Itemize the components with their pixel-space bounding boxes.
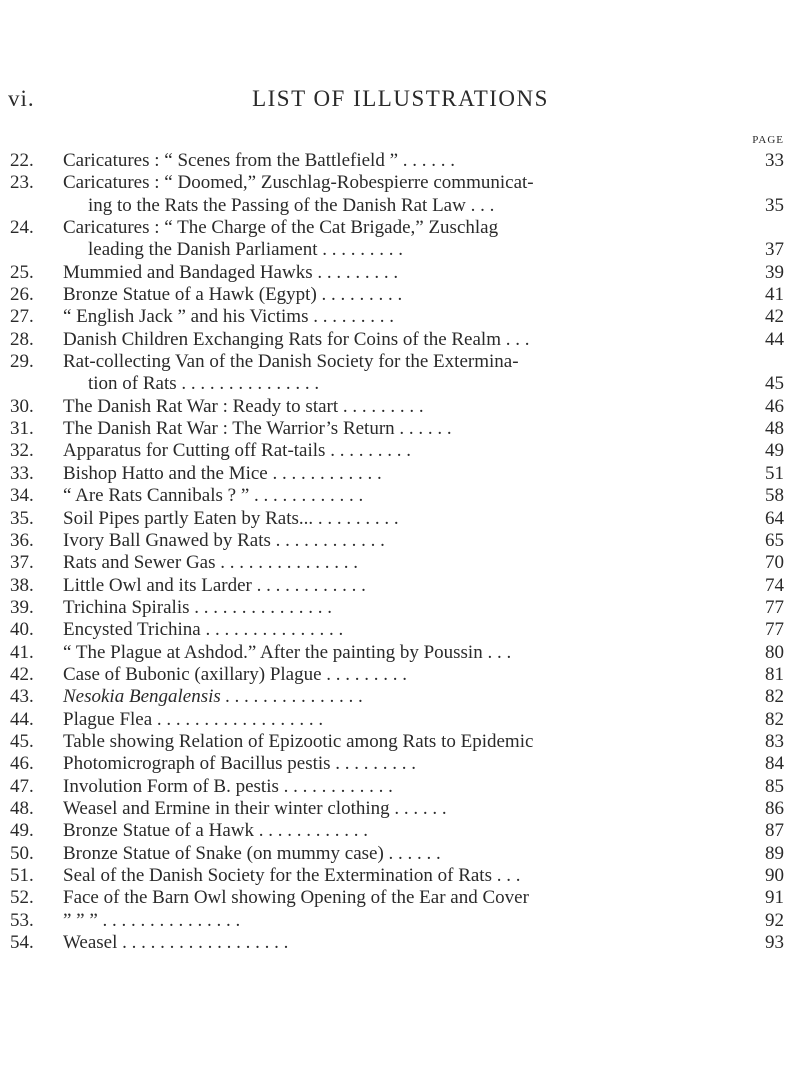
- entry-title: ” ” ” . . . . . . . . . . . . . . .: [63, 909, 241, 931]
- entry-page: 83: [765, 730, 784, 752]
- entry-title: Bronze Statue of a Hawk . . . . . . . . . . . .: [63, 820, 368, 842]
- entry-number: 28.: [10, 328, 34, 350]
- entry-title: Weasel and Ermine in their winter clothing . . . . . .: [63, 797, 447, 819]
- entry-title: Involution Form of B. pestis . . . . . . . . . . . .: [63, 775, 393, 797]
- entry-title: Ivory Ball Gnawed by Rats . . . . . . . . . . . .: [63, 529, 385, 551]
- entry-number: 42.: [10, 663, 34, 685]
- list-item: [0, 910, 801, 932]
- entry-number: 49.: [10, 820, 34, 842]
- entry-number: 43.: [10, 686, 34, 708]
- entry-number: 22.: [10, 150, 34, 171]
- page-number: vi.: [8, 86, 35, 111]
- list-item: [0, 776, 801, 798]
- entry-number: 53.: [10, 909, 34, 931]
- entry-page: 87: [765, 820, 784, 842]
- entry-page: 74: [765, 574, 784, 596]
- entry-number: 35.: [10, 507, 34, 529]
- entry-page: 46: [765, 395, 784, 417]
- list-item: [0, 262, 801, 284]
- entry-title: Caricatures : “ Doomed,” Zuschlag-Robespierre communicat-: [63, 172, 534, 194]
- entry-number: 39.: [10, 596, 34, 618]
- list-item: [0, 396, 801, 418]
- list-item: [0, 843, 801, 865]
- entry-title: The Danish Rat War : Ready to start . . . . . . . . .: [63, 395, 424, 417]
- list-item: [0, 306, 801, 328]
- list-item: [0, 642, 801, 664]
- entry-title: Seal of the Danish Society for the Extermination of Rats . . .: [63, 865, 521, 886]
- entry-page: 39: [765, 261, 784, 283]
- entry-number: 51.: [10, 865, 34, 886]
- list-item: [0, 820, 801, 842]
- entry-page: 85: [765, 775, 784, 797]
- entry-page: 93: [765, 932, 784, 954]
- entry-number: 38.: [10, 574, 34, 596]
- list-item: [0, 418, 801, 440]
- entry-page: 45: [765, 373, 784, 395]
- entry-page: 35: [765, 194, 784, 216]
- entry-page: 89: [765, 842, 784, 864]
- entry-title: Bronze Statue of a Hawk (Egypt) . . . . . . . . .: [63, 284, 403, 306]
- entry-number: 24.: [10, 217, 34, 239]
- entry-title: Soil Pipes partly Eaten by Rats... . . . . . . . . .: [63, 507, 399, 529]
- list-item: [0, 798, 801, 820]
- entry-page: 44: [765, 328, 784, 350]
- entry-page: 58: [765, 485, 784, 507]
- entry-number: 48.: [10, 797, 34, 819]
- list-item: [0, 575, 801, 597]
- entry-title: leading the Danish Parliament . . . . . . . . .: [88, 239, 404, 261]
- entry-page: 80: [765, 641, 784, 663]
- entry-title: Trichina Spiralis . . . . . . . . . . . . . . .: [63, 596, 332, 618]
- page-title: LIST OF ILLUSTRATIONS: [252, 86, 549, 111]
- entry-page: 81: [765, 663, 784, 685]
- entry-number: 26.: [10, 284, 34, 306]
- list-item: [0, 150, 801, 172]
- entry-number: 46.: [10, 753, 34, 775]
- entry-number: 36.: [10, 529, 34, 551]
- entry-page: 64: [765, 507, 784, 529]
- list-item: [0, 217, 801, 239]
- entry-title: Case of Bubonic (axillary) Plague . . . . . . . . .: [63, 663, 408, 685]
- list-item: [0, 619, 801, 641]
- entry-title: “ Are Rats Cannibals ? ” . . . . . . . . . . . .: [63, 485, 364, 507]
- entry-title: The Danish Rat War : The Warrior’s Return . . . . . .: [63, 418, 452, 440]
- entry-number: 30.: [10, 395, 34, 417]
- entry-title: Caricatures : “ Scenes from the Battlefield ” . . . . . .: [63, 150, 456, 171]
- entry-page: 86: [765, 797, 784, 819]
- entry-page: 82: [765, 686, 784, 708]
- entry-title: Photomicrograph of Bacillus pestis . . . . . . . . .: [63, 753, 417, 775]
- list-item: [0, 329, 801, 351]
- list-item: [0, 753, 801, 775]
- list-item: [0, 664, 801, 686]
- list-item: [0, 485, 801, 507]
- entry-number: 44.: [10, 708, 34, 730]
- list-item-continuation: [0, 373, 801, 395]
- entry-page: 65: [765, 529, 784, 551]
- entry-page: 70: [765, 552, 784, 574]
- entry-page: 77: [765, 596, 784, 618]
- entry-title: Bronze Statue of Snake (on mummy case) . . . . . .: [63, 842, 441, 864]
- entry-page: 90: [765, 865, 784, 886]
- list-item: [0, 508, 801, 530]
- entry-page: 42: [765, 306, 784, 328]
- entry-title: Encysted Trichina . . . . . . . . . . . . . . .: [63, 619, 344, 641]
- entry-number: 25.: [10, 261, 34, 283]
- list-item: [0, 932, 801, 954]
- list-item-continuation: [0, 239, 801, 261]
- entry-number: 47.: [10, 775, 34, 797]
- entry-title: Rats and Sewer Gas . . . . . . . . . . . . . . .: [63, 552, 358, 574]
- entry-number: 32.: [10, 440, 34, 462]
- entry-number: 54.: [10, 932, 34, 954]
- entry-page: 41: [765, 284, 784, 306]
- page-column-label: PAGE: [752, 134, 784, 146]
- list-item-continuation: [0, 195, 801, 217]
- entry-title: Table showing Relation of Epizootic among Rats to Epidemic: [63, 730, 534, 752]
- entry-title: Apparatus for Cutting off Rat-tails . . . . . . . . .: [63, 440, 411, 462]
- list-item: [0, 463, 801, 485]
- entry-title: “ English Jack ” and his Victims . . . . . . . . .: [63, 306, 394, 328]
- entry-title: Face of the Barn Owl showing Opening of the Ear and Cover: [63, 887, 529, 909]
- entry-title: Danish Children Exchanging Rats for Coins of the Realm . . .: [63, 328, 530, 350]
- list-item: [0, 597, 801, 619]
- illustrations-list: [0, 150, 801, 954]
- entry-title: Plague Flea . . . . . . . . . . . . . . . . . .: [63, 708, 324, 730]
- entry-page: 84: [765, 753, 784, 775]
- list-item: [0, 865, 801, 887]
- list-item: [0, 530, 801, 552]
- entry-number: 37.: [10, 552, 34, 574]
- entry-page: 49: [765, 440, 784, 462]
- entry-number: 45.: [10, 730, 34, 752]
- entry-title: Nesokia Bengalensis . . . . . . . . . . . . . . .: [63, 686, 364, 708]
- entry-title: Bishop Hatto and the Mice . . . . . . . . . . . .: [63, 462, 382, 484]
- entry-number: 31.: [10, 418, 34, 440]
- entry-number: 29.: [10, 351, 34, 373]
- list-item: [0, 552, 801, 574]
- entry-title: Little Owl and its Larder . . . . . . . . . . . .: [63, 574, 366, 596]
- entry-number: 23.: [10, 172, 34, 194]
- list-item: [0, 709, 801, 731]
- entry-page: 48: [765, 418, 784, 440]
- entry-title: “ The Plague at Ashdod.” After the painting by Poussin . . .: [63, 641, 512, 663]
- entry-title: ing to the Rats the Passing of the Danish Rat Law . . .: [88, 194, 495, 216]
- entry-number: 27.: [10, 306, 34, 328]
- list-item: [0, 172, 801, 194]
- list-item: [0, 351, 801, 373]
- entry-title: Caricatures : “ The Charge of the Cat Brigade,” Zuschlag: [63, 217, 499, 239]
- entry-number: 40.: [10, 619, 34, 641]
- entry-page: 77: [765, 619, 784, 641]
- entry-title: tion of Rats . . . . . . . . . . . . . . .: [88, 373, 320, 395]
- entry-page: 92: [765, 909, 784, 931]
- list-item: [0, 284, 801, 306]
- entry-page: 91: [765, 887, 784, 909]
- entry-title: Rat-collecting Van of the Danish Society for the Extermina-: [63, 351, 519, 373]
- page-header: [0, 86, 801, 116]
- entry-page: 33: [765, 150, 784, 171]
- entry-page: 82: [765, 708, 784, 730]
- entry-number: 52.: [10, 887, 34, 909]
- entry-page: 37: [765, 239, 784, 261]
- list-item: [0, 887, 801, 909]
- entry-number: 41.: [10, 641, 34, 663]
- entry-page: 51: [765, 462, 784, 484]
- entry-number: 33.: [10, 462, 34, 484]
- list-item: [0, 440, 801, 462]
- entry-title: Mummied and Bandaged Hawks . . . . . . . . .: [63, 261, 399, 283]
- list-item: [0, 731, 801, 753]
- entry-number: 34.: [10, 485, 34, 507]
- entry-number: 50.: [10, 842, 34, 864]
- entry-title: Weasel . . . . . . . . . . . . . . . . . .: [63, 932, 289, 954]
- list-item: [0, 686, 801, 708]
